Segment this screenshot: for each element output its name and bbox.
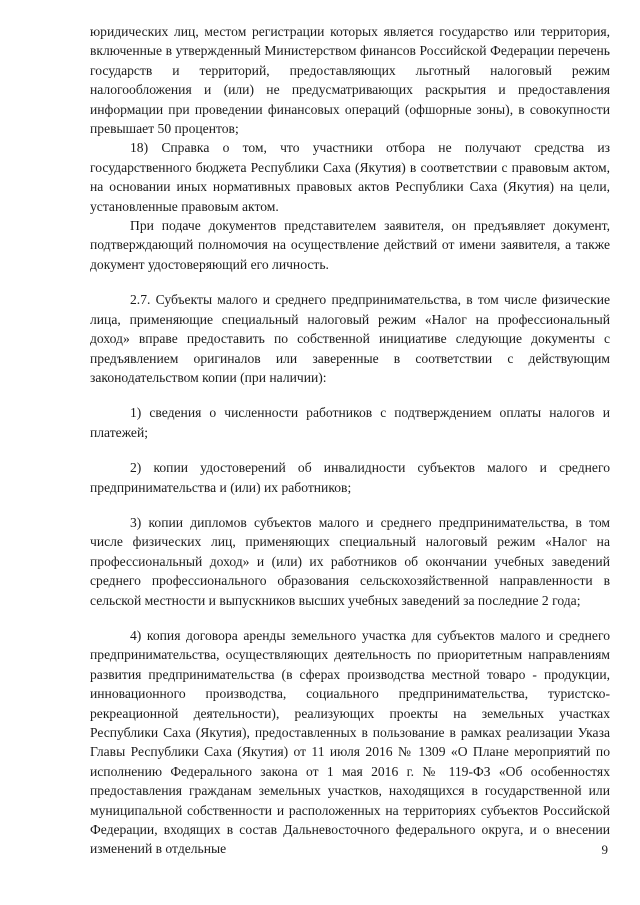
- paragraph-representative: При подаче документов представителем заявителя, он предъявляет документ, подтверждающий полномочия на осуществление действий от имени заявителя, а также документ удостоверяющий его личность.: [90, 218, 610, 272]
- paragraph-item-2: 2) копии удостоверений об инвалидности субъектов малого и среднего предпринимательства и (или) их работников;: [90, 460, 610, 495]
- paragraph-item-3: 3) копии дипломов субъектов малого и среднего предпринимательства, в том числе физических лиц, применяющих специальный налоговый режим «Налог на профессиональный доход» и (или) их работников об окончании учебных заведений среднего профессионального образования сельскохозяйственной направленности в сельской местности и выпускников высших учебных заведений за последние 2 года;: [90, 514, 610, 608]
- paragraph-item-4: 4) копия договора аренды земельного участка для субъектов малого и среднего предпринимательства, осуществляющих деятельность по приоритетным направлениям развития предпринимательства (в сферах производства местной товаро - продукции, инновационного производства, социального предпринимательства, туристско-рекреационной деятельности), реализующих проекты на земельных участках Республики Саха (Якутия), предоставленных в пользование в рамках реализации Указа Главы Республики Саха (Якутия) от 11 июля 2016 № 1309 «О Плане мероприятий по исполнению Федерального закона от 1 мая 2016 г. № 119-ФЗ «Об особенностях предоставления гражданам земельных участков, находящихся в государственной или муниципальной собственности и расположенных на территориях субъектов Российской Федерации, входящих в состав Дальневосточного федерального округа, и о внесении изменений в отдельные: [90, 627, 610, 857]
- paragraph-item-1: 1) сведения о численности работников с подтверждением оплаты налогов и платежей;: [90, 405, 610, 440]
- page-number: 9: [601, 842, 608, 857]
- document-page: [90, 22, 610, 859]
- paragraph-section-2-7: 2.7. Субъекты малого и среднего предпринимательства, в том числе физические лица, применяющие специальный налоговый режим «Налог на профессиональный доход» вправе предоставить по собственной инициативе следующие документы с предъявлением оригиналов или заверенные в соответствии с действующим законодательством копии (при наличии):: [90, 292, 610, 385]
- paragraph-item-18: 18) Справка о том, что участники отбора не получают средства из государственного бюджета Республики Саха (Якутия) в соответствии с правовым актом, на основании иных нормативных правовых актов Республики Саха (Якутия) на цели, установленные правовым актом.: [90, 140, 610, 214]
- paragraph-offshore-continuation: юридических лиц, местом регистрации которых является государство или территория, включенные в утвержденный Министерством финансов Российской Федерации перечень государств и территорий, предоставляющих льготный налоговый режим налогообложения и (или) не предусматривающих раскрытия и предоставления информации при проведении финансовых операций (офшорные зоны), в совокупности превышает 50 процентов;: [90, 24, 610, 137]
